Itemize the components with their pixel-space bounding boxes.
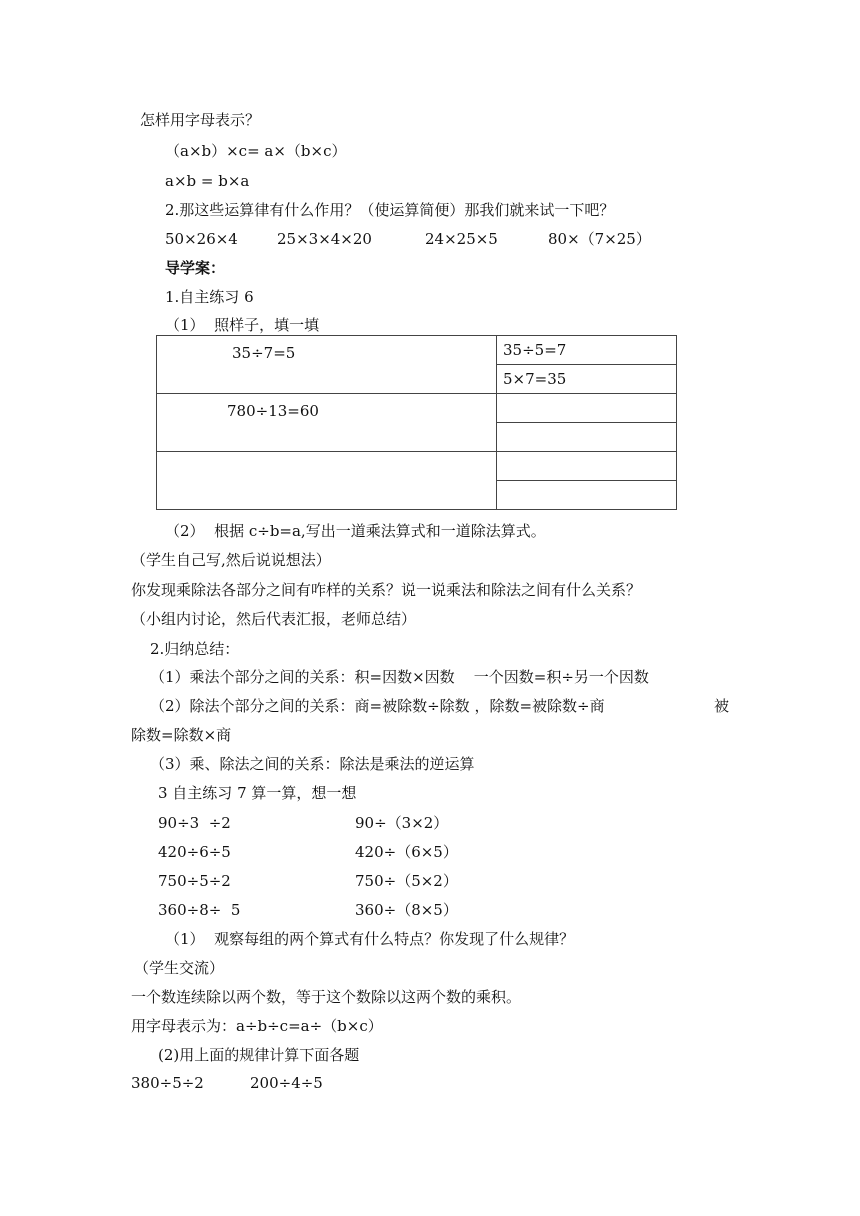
table-cell-r1-left: 35÷7=5 xyxy=(157,336,497,394)
apply-example-1: 380÷5÷2 xyxy=(131,1074,204,1092)
practice-7-heading: 3 自主练习 7 算一算，想一想 xyxy=(158,784,357,802)
table-cell-r2-right-b xyxy=(497,423,677,452)
example-3: 24×25×5 xyxy=(425,230,498,248)
table-cell-r1-right-a: 35÷5=7 xyxy=(497,336,677,365)
table-cell-r2-right-a xyxy=(497,394,677,423)
observe-question: （1） 观察每组的两个算式有什么特点？你发现了什么规律？ xyxy=(165,930,575,948)
table-cell-r3-right-a xyxy=(497,452,677,481)
calc-left-1: 90÷3 ÷2 xyxy=(158,814,231,832)
apply-example-2: 200÷4÷5 xyxy=(250,1074,323,1092)
calc-right-3: 750÷（5×2） xyxy=(355,872,458,890)
student-write-note: （学生自己写,然后说说想法） xyxy=(131,551,331,569)
commutative-law: a×b = b×a xyxy=(165,172,250,190)
calc-left-column xyxy=(158,813,240,929)
discover-question: 你发现乘除法各部分之间有咋样的关系？说一说乘法和除法之间有什么关系？ xyxy=(131,581,642,599)
table-cell-r3-left xyxy=(157,452,497,510)
question-use: 2.那这些运算律有什么作用？（使运算简便）那我们就来试一下吧？ xyxy=(165,201,615,219)
guide-title: 导学案： xyxy=(165,259,226,277)
practice-6-heading: 1.自主练习 6 xyxy=(165,288,254,306)
fill-table xyxy=(156,335,677,510)
example-1: 50×26×4 xyxy=(165,230,238,248)
rule-letters: 用字母表示为：a÷b÷c=a÷（b×c） xyxy=(131,1017,383,1035)
associative-law: （a×b）×c= a×（b×c） xyxy=(165,142,347,160)
apply-instruction: (2)用上面的规律计算下面各题 xyxy=(158,1046,360,1064)
fill-instruction: （1） 照样子，填一填 xyxy=(165,316,320,334)
table-cell-r2-left: 780÷13=60 xyxy=(157,394,497,452)
table-cell-r1-right-b: 5×7=35 xyxy=(497,365,677,394)
summary-2: （2）除法个部分之间的关系：商=被除数÷除数 ，除数=被除数÷商 xyxy=(150,697,605,715)
summary-2-cont: 除数=除数×商 xyxy=(131,726,232,744)
write-instruction: （2） 根据 c÷b=a,写出一道乘法算式和一道除法算式。 xyxy=(165,522,546,540)
example-4: 80×（7×25） xyxy=(548,230,651,248)
summary-2-wrap: 被 xyxy=(714,697,730,715)
calc-left-4: 360÷8÷ 5 xyxy=(158,901,241,919)
summary-3: （3）乘、除法之间的关系：除法是乘法的逆运算 xyxy=(150,755,475,773)
calc-left-3: 750÷5÷2 xyxy=(158,872,231,890)
student-talk-note: （学生交流） xyxy=(134,959,225,977)
example-2: 25×3×4×20 xyxy=(277,230,372,248)
calc-right-4: 360÷（8×5） xyxy=(355,901,458,919)
group-discuss-note: （小组内讨论，然后代表汇报，老师总结） xyxy=(131,610,417,628)
calc-right-1: 90÷（3×2） xyxy=(355,814,449,832)
calc-left-2: 420÷6÷5 xyxy=(158,843,231,861)
table-cell-r3-right-b xyxy=(497,481,677,510)
calc-right-2: 420÷（6×5） xyxy=(355,843,458,861)
summary-1: （1）乘法个部分之间的关系：积=因数×因数 一个因数=积÷另一个因数 xyxy=(150,668,649,686)
summary-title: 2.归纳总结： xyxy=(150,640,240,658)
rule-statement: 一个数连续除以两个数，等于这个数除以这两个数的乘积。 xyxy=(131,988,522,1006)
calc-right-column xyxy=(355,813,458,929)
question-letters: 怎样用字母表示？ xyxy=(140,111,261,129)
